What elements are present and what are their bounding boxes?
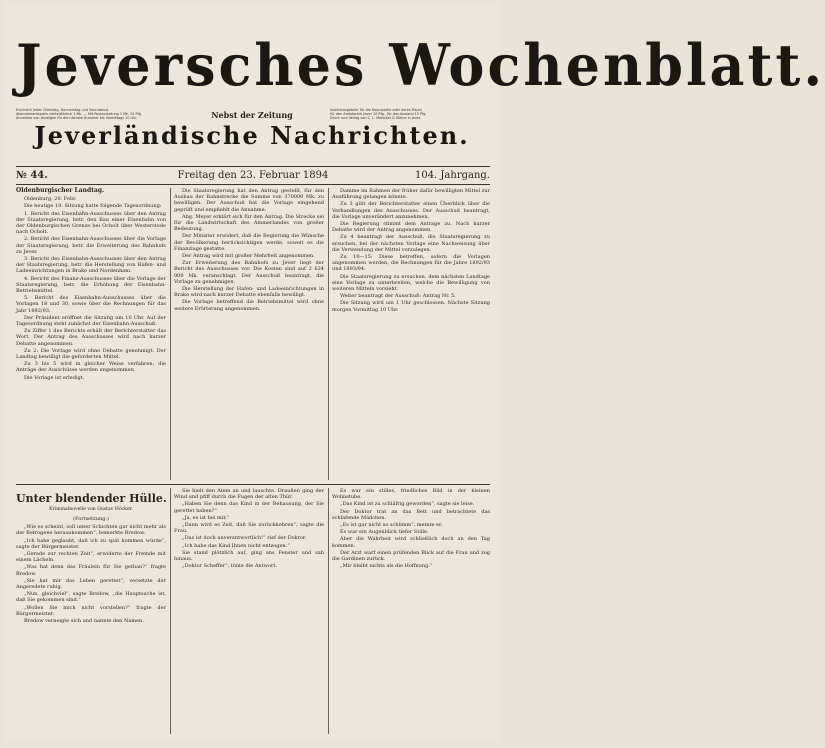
paragraph: Die Staatsregierung zu ersuchen, dem nächsten Landtage eine Vorlage zu unterbreiten, welche die Bewilligung von weiteren Mitteln vorsieht.: [332, 273, 490, 293]
serial-title: Unter blendender Hülle.: [16, 492, 167, 505]
paragraph: Die heutige 19. Sitzung hatte folgende Tagesordnung:: [24, 203, 162, 210]
paragraph: Zu Ziffer 1 des Berichts erhält der Berichterstatter das Wort. Der Antrag des Ausschusses wird nach kurzer Debatte angenommen.: [16, 328, 166, 347]
paragraph: Zu 3 bis 5 wird in gleicher Weise verfahren; die Anträge der Ausschüsse werden angenommen.: [16, 361, 166, 374]
paragraph: Aber die Wahrheit wird schließlich doch an den Tag kommen.: [332, 536, 490, 549]
column-five: [174, 488, 324, 734]
issue-date: Freitag den 23. Februar 1894: [177, 170, 329, 181]
column-divider: [170, 488, 171, 734]
column-landtag: [16, 188, 166, 480]
issue-year: 104. Jahrgang.: [414, 170, 490, 181]
paragraph: „Wollen Sie mich nicht vorstellen?“ fragte der Bürgermeister.: [16, 604, 166, 617]
paragraph: Die Herstellung der Hafen- und Ladeeinrichtungen in Brake wird nach kurzer Debatte ebenfalls bewilligt.: [174, 286, 324, 299]
right-notice: [330, 108, 496, 121]
left-notice-line: Annahme von Anzeigen für die nächste Nummer bis Vormittags 10 Uhr.: [16, 116, 138, 121]
paragraph: Der Minister erwidert, daß die Regierung die Wünsche der Bevölkerung berücksichtigen werde, soweit es die Finanzlage gestatte.: [174, 233, 324, 252]
serial-author: Kriminalnovelle von Gustav Höcker.: [49, 507, 133, 512]
paragraph: „Wie es scheint, soll unter Schichten gar nicht mehr als der Betrogene herauskommen“, bemerkte Bredow.: [16, 524, 166, 537]
feuilleton-rule: [16, 484, 490, 485]
subtitle: Jeverländische Nachrichten.: [34, 121, 470, 150]
paragraph: „Haben Sie denn das Kind in der Behausung, der Sie gerettet haben?“: [174, 501, 324, 514]
paragraph: Es war ein stilles, friedliches Bild in der kleinen Wohnstube.: [332, 488, 490, 501]
paragraph: Zu 4 beantragt der Ausschuß, die Staatsregierung zu ersuchen, bei der nächsten Vorlage eine Nachweisung über die Verwendung der Mittel vorzulegen.: [332, 234, 490, 253]
column-serial: [16, 516, 166, 734]
paragraph: „Dann wird es Zeit, daß Sie zurückkehren“, sagte die Frau.: [174, 522, 324, 535]
paragraph: „Doktor Scheffer“, tönte die Antwort.: [182, 563, 277, 570]
right-notice-line: Insertionsgebühr für die Korpuszeile oder deren Raum: [330, 108, 422, 112]
paragraph: Sie hielt den Atem an und lauschte. Draußen ging der Wind und pfiff durch die Fugen der alten Thür.: [174, 488, 324, 501]
paragraph: Die Regierung stimmt dem Antrage zu. Nach kurzer Debatte wird der Antrag angenommen.: [332, 221, 490, 234]
paragraph: „Ich habe geglaubt, daß ich zu spät kommen würde“, sagte der Bürgermeister.: [16, 537, 166, 550]
right-notice-line: Druck und Verlag von C. L. Mettcker & Söhne in Jever.: [330, 116, 422, 121]
paragraph: „Gerade zur rechten Zeit“, erwiderte der Fremde mit einem Lächeln.: [16, 551, 166, 564]
newspaper-page: [4, 4, 825, 740]
right-notice-line: für den Amtsbezirk Jever 10 Pfg., für das Ausland 15 Pfg.: [330, 112, 427, 117]
paragraph: Es war ein Augenblick tiefer Stille.: [340, 529, 429, 536]
paragraph: Die Vorlage ist erledigt.: [24, 374, 85, 381]
paragraph: 5. Bericht des Eisenbahn-Ausschusses über die Vorlagen 18 und 30, sowie über die Rechnungen für das Jahr 1892/93.: [16, 295, 166, 314]
paragraph: Damme im Rahmen der früher dafür bewilligten Mittel zur Ausführung gelangen könnte.: [332, 188, 490, 201]
paragraph: Der Arzt warf einen prüfenden Blick auf die Frau und zog die Gardinen zurück.: [332, 549, 490, 563]
paragraph: Zur Erweiterung des Bahnhofs zu Jever liegt der Bericht des Ausschusses vor. Die Kosten sind auf 2 624 000 Mk. veranschlagt. Der Ausschuß beantragt, die Vorlage zu genehmigen.: [174, 260, 324, 285]
continuation-note: (Fortsetzung.): [73, 516, 109, 522]
paragraph: Zu 2: Die Vorlage wird ohne Debatte genehmigt. Der Landtag bewilligt die geforderten Mittel.: [16, 347, 166, 361]
paragraph: „Es ist gar nicht so schlimm“, meinte er.: [340, 522, 443, 529]
paragraph: Die Staatsregierung hat den Antrag gestellt, für den Ausbau der Bahnstrecke die Summe von 370000 Mk. zu bewilligen. Der Ausschuß hat die Vorlage eingehend geprüft und empfiehlt die Annahme.: [174, 188, 324, 213]
paragraph: Der Antrag wird mit großer Mehrheit angenommen.: [182, 253, 315, 260]
column-six: [332, 488, 490, 734]
header-rule-top: [16, 166, 490, 167]
paragraph: 1. Bericht des Eisenbahn-Ausschusses über den Antrag der Staatsregierung, betr. den Bau einer Eisenbahn von der Oldenburgischen Grenze bei Ocholt über Westerstede nach Ocholt.: [16, 210, 166, 236]
paragraph: 2. Bericht des Eisenbahn-Ausschusses über die Vorlage der Staatsregierung, betr. die Erweiterung des Bahnhofs zu Jever.: [16, 236, 166, 255]
section-heading: Oldenburgischer Landtag.: [16, 187, 105, 194]
paragraph: Die Vorlage betreffend die Betriebsmittel wird ohne weitere Erörterung angenommen.: [174, 299, 324, 312]
paragraph: Sie stand plötzlich auf, ging ans Fenster und sah hinaus.: [174, 549, 324, 563]
paragraph: Der Doktor trat an das Bett und betrachtete das schlafende Mädchen.: [332, 508, 490, 521]
paragraph: Zu 3 gibt der Berichterstatter einen Überblick über die Verhandlungen des Ausschusses. Der Ausschuß beantragt, die Vorlage unverändert anzunehmen.: [332, 201, 490, 220]
paragraph: „Was hat denn das Fräulein für Sie gethan?“ fragte Bredow.: [16, 564, 166, 577]
paragraph: Oldenburg, 20. Febr.: [24, 196, 77, 203]
paragraph: Weiter beantragt der Ausschuß: Antrag Nr. 5.: [340, 293, 456, 300]
paragraph: Der Präsident eröffnet die Sitzung um 10 Uhr. Auf der Tagesordnung steht zunächst der Eisenbahn-Ausschuß.: [16, 314, 166, 328]
paragraph: „Das ist doch unverantwortlich!“ rief der Doktor.: [182, 535, 307, 542]
left-notice-line: Abonnementspreis vierteljährlich 1 Mk. — Mit Postzustellung 1 Mk. 25 Pfg.: [16, 112, 143, 117]
paragraph: „Sie hat mir das Leben gerettet“, versetzte der Angeredete ruhig.: [16, 577, 166, 591]
column-divider: [328, 188, 329, 480]
paragraph: „Ich habe das Kind Ihnen nicht entzogen.“: [182, 542, 290, 549]
paragraph: 3. Bericht des Eisenbahn-Ausschusses über den Antrag der Staatsregierung, betr. die Herstellung von Hafen- und Ladeeinrichtungen in Brake und Nordenham.: [16, 256, 166, 275]
left-notice-line: Erscheint jeden Dienstag, Donnerstag und Sonnabend.: [16, 108, 110, 112]
column-divider: [170, 188, 171, 480]
paragraph: „Das Kind ist zu schläfrig geworden“, sagte sie leise.: [340, 501, 475, 508]
header-rule-bottom: [16, 184, 490, 185]
paragraph: 4. Bericht des Finanz-Ausschusses über die Vorlage der Staatsregierung, betr. die Erhöhung der Eisenbahn-Betriebsmittel.: [16, 275, 166, 295]
nebst-label: Nebst der Zeitung: [211, 110, 293, 120]
paragraph: Abg. Meyer erklärt sich für den Antrag. Die Strecke sei für die Landwirtschaft des Ammerlandes von großer Bedeutung.: [174, 213, 324, 233]
paragraph: Bredow verneigte sich und nannte den Namen.: [24, 618, 144, 625]
paragraph: „Ja, es ist bei mir.“: [182, 514, 230, 521]
column-three: [332, 188, 490, 480]
paragraph: „Mir bleibt nichts als die Hoffnung.“: [340, 563, 433, 570]
issue-number: № 44.: [16, 170, 48, 181]
paragraph: Zu 10—15: Diese betreffen, sofern die Vorlagen angenommen werden, die Rechnungen für die Jahre 1892/93 und 1893/94.: [332, 254, 490, 273]
paragraph: Die Sitzung wird um 1 Uhr geschlossen. Nächste Sitzung morgen Vormittag 10 Uhr.: [332, 300, 490, 313]
paragraph: „Nun, gleichviel“, sagte Bredow, „die Hauptsache ist, daß Sie gekommen sind.“: [16, 591, 166, 604]
column-divider: [328, 488, 329, 734]
dateline: [16, 169, 490, 183]
masthead-title: Jeversches Wochenblatt.: [16, 31, 825, 99]
column-two: [174, 188, 324, 480]
